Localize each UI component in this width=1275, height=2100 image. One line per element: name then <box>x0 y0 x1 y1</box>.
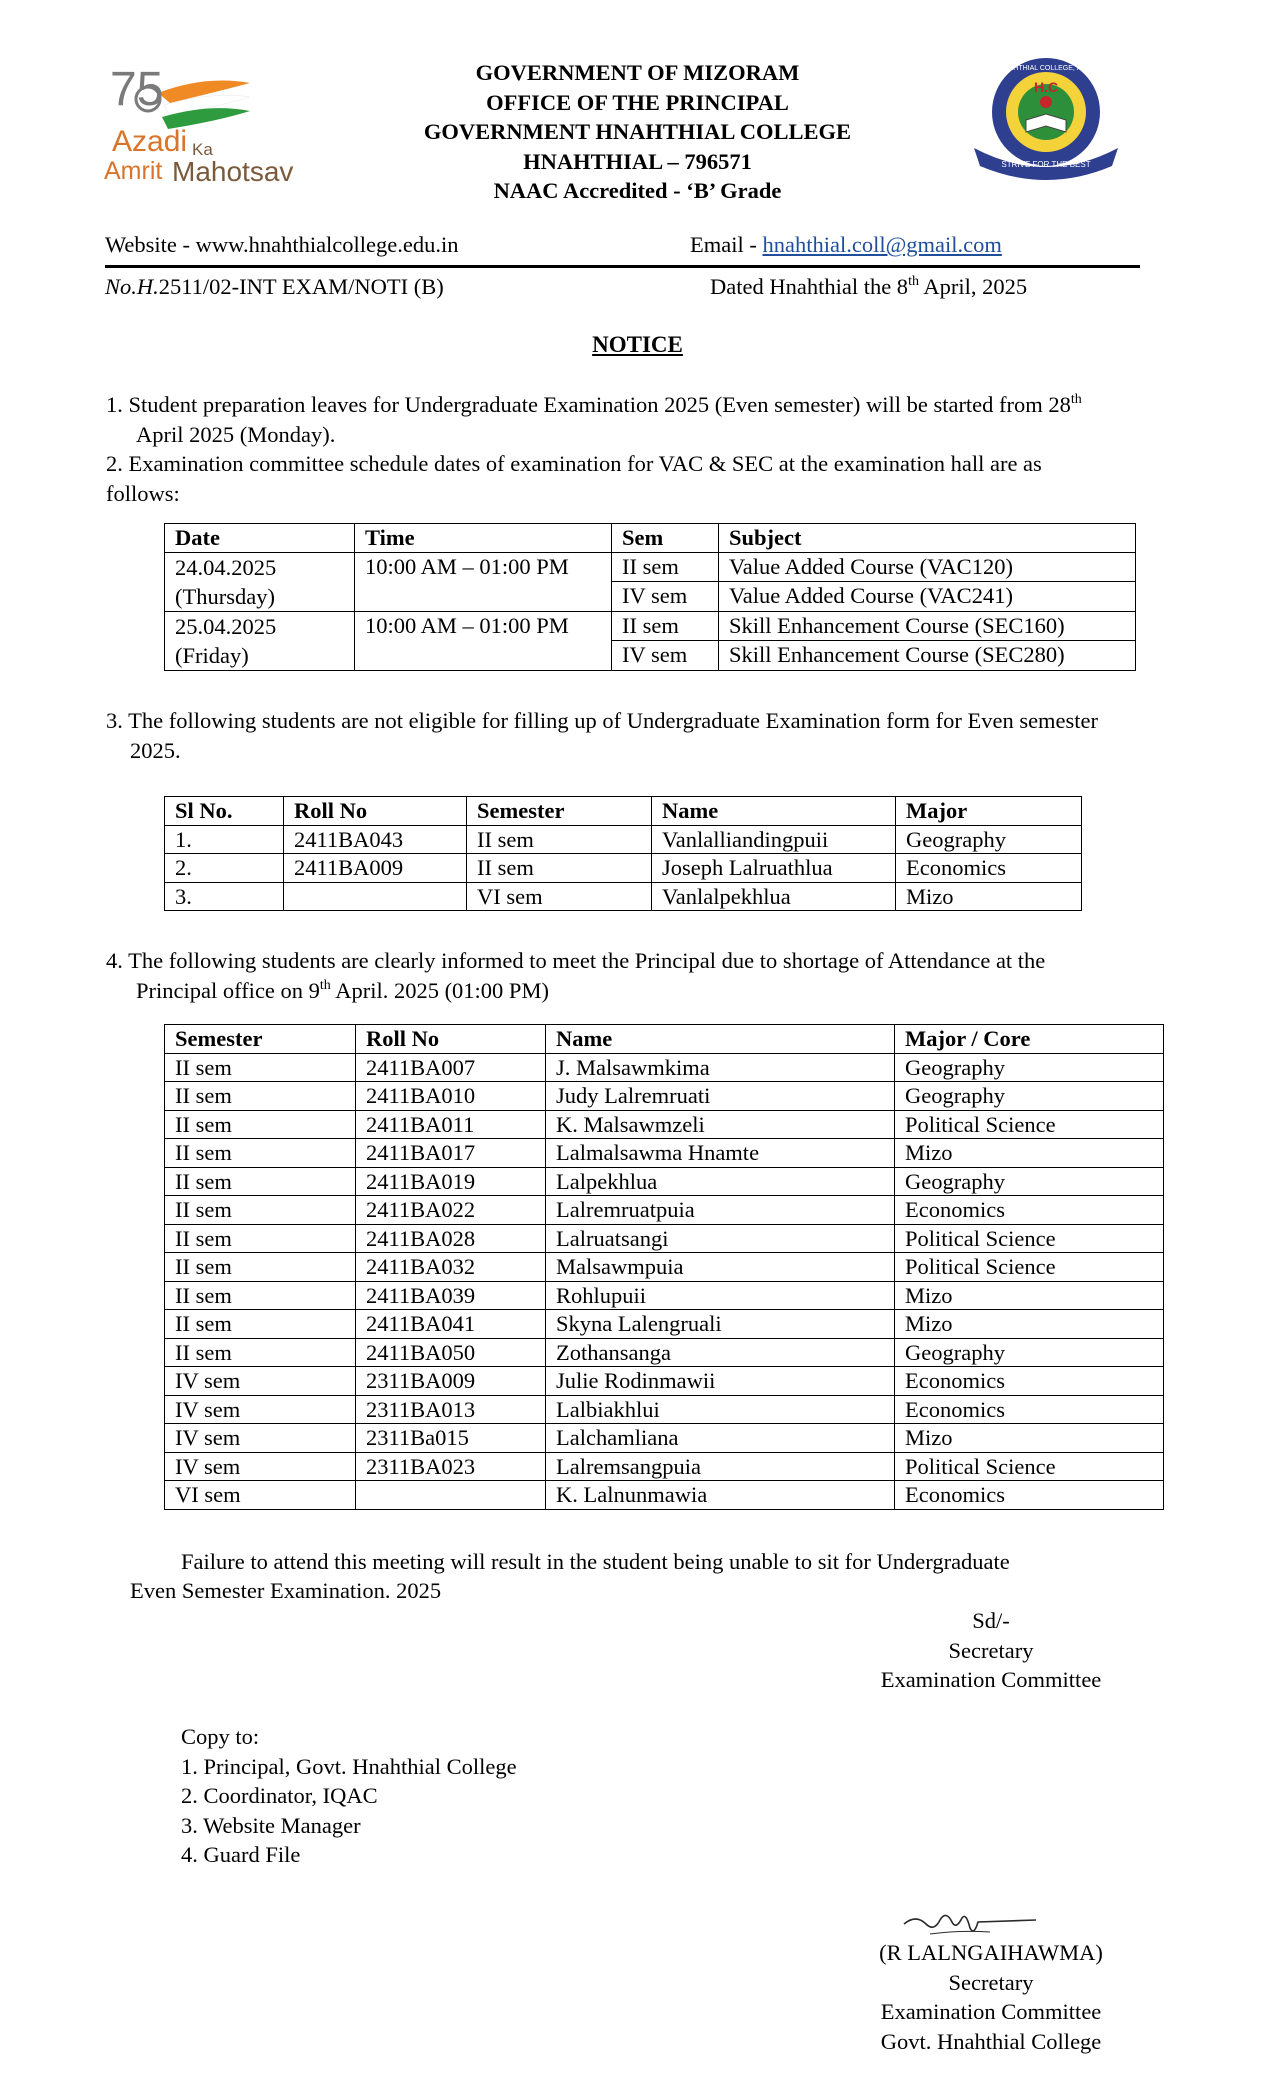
header-line-3: GOVERNMENT HNAHTHIAL COLLEGE <box>423 119 852 144</box>
name-cell: Zothansanga <box>546 1338 895 1367</box>
table-row <box>165 1196 1164 1225</box>
roll-no-cell <box>284 882 467 911</box>
roll-no-cell: 2311BA013 <box>356 1395 546 1424</box>
name-cell: Lalremruatpuia <box>546 1196 895 1225</box>
col-time: Time <box>355 524 612 553</box>
major-core-cell: Economics <box>895 1395 1164 1424</box>
major-cell: Geography <box>896 825 1082 854</box>
failure-note-line-2: Even Semester Examination. 2025 <box>130 1578 442 1603</box>
signatory-college: Govt. Hnahthial College <box>880 2028 1102 2054</box>
email <box>690 232 1002 258</box>
col-roll-no: Roll No <box>356 1025 546 1054</box>
name-cell: Malsawmpuia <box>546 1253 895 1282</box>
header-line-5: NAAC Accredited - ‘B’ Grade <box>493 178 782 203</box>
col-name: Name <box>652 797 896 826</box>
semester-cell: II sem <box>165 1281 356 1310</box>
logo-amrit: Amrit <box>104 157 163 185</box>
date-cell <box>165 611 355 670</box>
major-cell: Economics <box>896 854 1082 883</box>
col-sem: Sem <box>612 524 719 553</box>
semester-cell: II sem <box>165 1338 356 1367</box>
roll-no-cell: 2311BA023 <box>356 1452 546 1481</box>
header-line-2: OFFICE OF THE PRINCIPAL <box>486 89 789 115</box>
sem-cell: II sem <box>612 552 719 582</box>
header-line-4: HNAHTHIAL – 796571 <box>523 148 752 174</box>
reference-number <box>105 274 444 300</box>
roll-no-cell: 2411BA007 <box>356 1053 546 1082</box>
name-cell: Lalpekhlua <box>546 1167 895 1196</box>
table-row <box>165 552 1136 582</box>
reference-date <box>710 274 1027 300</box>
signoff-block-1 <box>836 1606 1146 1695</box>
date-prefix: Dated Hnahthial the 8 <box>710 274 909 299</box>
table-row <box>165 1053 1164 1082</box>
major-core-cell: Mizo <box>895 1139 1164 1168</box>
copy-to-item: 2. Coordinator, IQAC <box>181 1783 378 1808</box>
sl-no-cell: 1. <box>165 825 284 854</box>
reference-number-prefix: No.H. <box>105 274 159 299</box>
semester-cell: VI sem <box>165 1481 356 1510</box>
name-cell: Lalmalsawma Hnamte <box>546 1139 895 1168</box>
major-core-cell: Political Science <box>895 1253 1164 1282</box>
name-cell: K. Lalnunmawia <box>546 1481 895 1510</box>
col-roll-no: Roll No <box>284 797 467 826</box>
col-semester: Semester <box>467 797 652 826</box>
logo-mahotsav: Mahotsav <box>172 156 294 185</box>
semester-cell: IV sem <box>165 1424 356 1453</box>
name-cell: Lalruatsangi <box>546 1224 895 1253</box>
table-row <box>165 825 1082 854</box>
website-url[interactable]: www.hnahthialcollege.edu.in <box>195 232 459 257</box>
ineligible-students-table <box>164 796 1082 911</box>
name-cell: J. Malsawmkima <box>546 1053 895 1082</box>
name-cell: Lalbiakhlui <box>546 1395 895 1424</box>
point-4-pre: Principal office on 9 <box>136 978 320 1003</box>
roll-no-cell: 2411BA032 <box>356 1253 546 1282</box>
point-1-text: 1. Student preparation leaves for Undergraduate Examination 2025 (Even semester) will be started from 28 <box>106 392 1071 417</box>
name-cell: Julie Rodinmawii <box>546 1367 895 1396</box>
col-subject: Subject <box>719 524 1136 553</box>
copy-to-item: 3. Website Manager <box>181 1812 361 1838</box>
name-cell: Judy Lalremruati <box>546 1082 895 1111</box>
table-row <box>165 1253 1164 1282</box>
semester-cell: II sem <box>165 1253 356 1282</box>
major-core-cell: Mizo <box>895 1281 1164 1310</box>
table-row <box>165 1281 1164 1310</box>
col-major: Major <box>896 797 1082 826</box>
major-core-cell: Economics <box>895 1367 1164 1396</box>
col-date: Date <box>165 524 355 553</box>
roll-no-cell: 2411BA039 <box>356 1281 546 1310</box>
col-name: Name <box>546 1025 895 1054</box>
major-core-cell: Geography <box>895 1167 1164 1196</box>
website-label: Website - <box>105 232 196 257</box>
time-cell: 10:00 AM – 01:00 PM <box>355 611 612 670</box>
major-core-cell: Political Science <box>895 1110 1164 1139</box>
table-row <box>165 1452 1164 1481</box>
table-row <box>165 1139 1164 1168</box>
signatory-title: Secretary <box>948 1969 1034 1995</box>
website <box>105 232 459 258</box>
semester-cell: II sem <box>165 1310 356 1339</box>
signatory-name: (R LALNGAIHAWMA) <box>879 1940 1103 1965</box>
day-value: (Thursday) <box>175 583 275 609</box>
reference-line <box>105 274 1135 304</box>
semester-cell: IV sem <box>165 1395 356 1424</box>
failure-note-line-1: Failure to attend this meeting will result in the student being unable to sit for Undergraduate <box>181 1549 1010 1574</box>
sem-cell: II sem <box>612 611 719 641</box>
table-row <box>165 1481 1164 1510</box>
semester-cell: II sem <box>165 1167 356 1196</box>
subject-cell: Value Added Course (VAC241) <box>719 582 1136 612</box>
roll-no-cell: 2411BA041 <box>356 1310 546 1339</box>
day-value: (Friday) <box>175 642 249 668</box>
table-row <box>165 1224 1164 1253</box>
reference-number-value: 2511/02-INT EXAM/NOTI (B) <box>158 274 444 299</box>
table-header-row <box>165 1025 1164 1054</box>
copy-to-block <box>181 1722 517 1870</box>
subject-cell: Skill Enhancement Course (SEC280) <box>719 641 1136 671</box>
time-cell: 10:00 AM – 01:00 PM <box>355 552 612 611</box>
roll-no-cell: 2311Ba015 <box>356 1424 546 1453</box>
copy-to-item: 1. Principal, Govt. Hnahthial College <box>181 1753 517 1779</box>
logo-ka: Ka <box>192 140 213 159</box>
sem-cell: IV sem <box>612 641 719 671</box>
logo-azadi: Azadi <box>112 125 188 158</box>
semester-cell: II sem <box>165 1224 356 1253</box>
header-rule <box>105 265 1140 268</box>
name-cell: Vanlalliandingpuii <box>652 825 896 854</box>
major-core-cell: Geography <box>895 1082 1164 1111</box>
major-core-cell: Economics <box>895 1481 1164 1510</box>
table-row <box>165 1167 1164 1196</box>
email-label: Email - <box>690 232 763 257</box>
roll-no-cell: 2411BA050 <box>356 1338 546 1367</box>
semester-cell: VI sem <box>467 882 652 911</box>
major-core-cell: Political Science <box>895 1224 1164 1253</box>
point-1-sup: th <box>1070 392 1082 407</box>
point-2-line-2: follows: <box>106 481 180 506</box>
date-suffix: April, 2025 <box>918 274 1028 299</box>
date-value: 24.04.2025 <box>175 554 277 580</box>
semester-cell: II sem <box>467 825 652 854</box>
college-emblem-logo <box>966 54 1126 182</box>
roll-no-cell <box>356 1481 546 1510</box>
copy-to-label: Copy to: <box>181 1724 260 1749</box>
col-sl-no: Sl No. <box>165 797 284 826</box>
point-3-line-2: 2025. <box>130 738 181 763</box>
semester-cell: II sem <box>165 1139 356 1168</box>
sd-mark: Sd/- <box>972 1608 1010 1633</box>
name-cell: Vanlalpekhlua <box>652 882 896 911</box>
major-core-cell: Economics <box>895 1196 1164 1225</box>
table-row <box>165 882 1082 911</box>
major-core-cell: Mizo <box>895 1424 1164 1453</box>
major-core-cell: Political Science <box>895 1452 1164 1481</box>
point-4-line-2 <box>136 976 549 1006</box>
name-cell: Skyna Lalengruali <box>546 1310 895 1339</box>
semester-cell: II sem <box>165 1110 356 1139</box>
name-cell: Joseph Lalruathlua <box>652 854 896 883</box>
roll-no-cell: 2411BA019 <box>356 1167 546 1196</box>
roll-no-cell: 2411BA009 <box>284 854 467 883</box>
exam-schedule-table <box>164 523 1136 671</box>
point-3-line-1: 3. The following students are not eligible for filling up of Undergraduate Examination form for Even semester <box>106 708 1099 733</box>
table-header-row <box>165 524 1136 553</box>
date-sup: th <box>908 274 919 289</box>
logo-number: 75 <box>110 63 164 116</box>
semester-cell: II sem <box>467 854 652 883</box>
major-core-cell: Geography <box>895 1338 1164 1367</box>
table-row <box>165 611 1136 641</box>
point-4-sup: th <box>319 978 331 993</box>
roll-no-cell: 2411BA017 <box>356 1139 546 1168</box>
table-row <box>165 1110 1164 1139</box>
date-value: 25.04.2025 <box>175 613 277 639</box>
point-4-post: April. 2025 (01:00 PM) <box>330 978 549 1003</box>
major-core-cell: Mizo <box>895 1310 1164 1339</box>
point-1-line-1 <box>106 390 1082 420</box>
copy-to-item: 4. Guard File <box>181 1842 301 1867</box>
major-core-cell: Geography <box>895 1053 1164 1082</box>
signoff-committee: Examination Committee <box>880 1667 1102 1692</box>
roll-no-cell: 2411BA022 <box>356 1196 546 1225</box>
roll-no-cell: 2411BA028 <box>356 1224 546 1253</box>
name-cell: Lalchamliana <box>546 1424 895 1453</box>
attendance-shortage-table <box>164 1024 1164 1510</box>
contact-line <box>105 232 1135 262</box>
table-row <box>165 1395 1164 1424</box>
email-link[interactable]: hnahthial.coll@gmail.com <box>762 232 1002 257</box>
point-4-line-1: 4. The following students are clearly informed to meet the Principal due to shortage of Attendance at the <box>106 948 1046 973</box>
col-major-core: Major / Core <box>895 1025 1164 1054</box>
table-row <box>165 1310 1164 1339</box>
table-row <box>165 1367 1164 1396</box>
handwritten-signature <box>900 1900 1040 1940</box>
signoff-title: Secretary <box>948 1637 1034 1663</box>
emblem-ring-text: GOVT. HNAHTHIAL COLLEGE, HNAHTHIAL <box>975 65 1117 72</box>
roll-no-cell: 2411BA043 <box>284 825 467 854</box>
emblem-motto: STRIVE FOR THE BEST <box>1001 160 1091 169</box>
sem-cell: IV sem <box>612 582 719 612</box>
signatory-committee: Examination Committee <box>880 1999 1102 2024</box>
semester-cell: II sem <box>165 1053 356 1082</box>
subject-cell: Value Added Course (VAC120) <box>719 552 1136 582</box>
notice-title: NOTICE <box>592 332 683 357</box>
table-row <box>165 1082 1164 1111</box>
table-row <box>165 1424 1164 1453</box>
name-cell: Rohlupuii <box>546 1281 895 1310</box>
point-1-line-2: April 2025 (Monday). <box>136 422 336 447</box>
roll-no-cell: 2311BA009 <box>356 1367 546 1396</box>
subject-cell: Skill Enhancement Course (SEC160) <box>719 611 1136 641</box>
emblem-initials: H.C <box>1033 79 1059 95</box>
table-row <box>165 854 1082 883</box>
roll-no-cell: 2411BA010 <box>356 1082 546 1111</box>
table-row <box>165 1338 1164 1367</box>
sl-no-cell: 2. <box>165 854 284 883</box>
point-2-line-1: 2. Examination committee schedule dates of examination for VAC & SEC at the examination hall are as <box>106 451 1042 476</box>
sl-no-cell: 3. <box>165 882 284 911</box>
semester-cell: II sem <box>165 1196 356 1225</box>
col-semester: Semester <box>165 1025 356 1054</box>
semester-cell: II sem <box>165 1082 356 1111</box>
semester-cell: IV sem <box>165 1452 356 1481</box>
signoff-block-2 <box>836 1938 1146 2056</box>
roll-no-cell: 2411BA011 <box>356 1110 546 1139</box>
name-cell: Lalremsangpuia <box>546 1452 895 1481</box>
table-header-row <box>165 797 1082 826</box>
header-line-1: GOVERNMENT OF MIZORAM <box>475 60 800 85</box>
name-cell: K. Malsawmzeli <box>546 1110 895 1139</box>
semester-cell: IV sem <box>165 1367 356 1396</box>
date-cell <box>165 552 355 611</box>
major-cell: Mizo <box>896 882 1082 911</box>
